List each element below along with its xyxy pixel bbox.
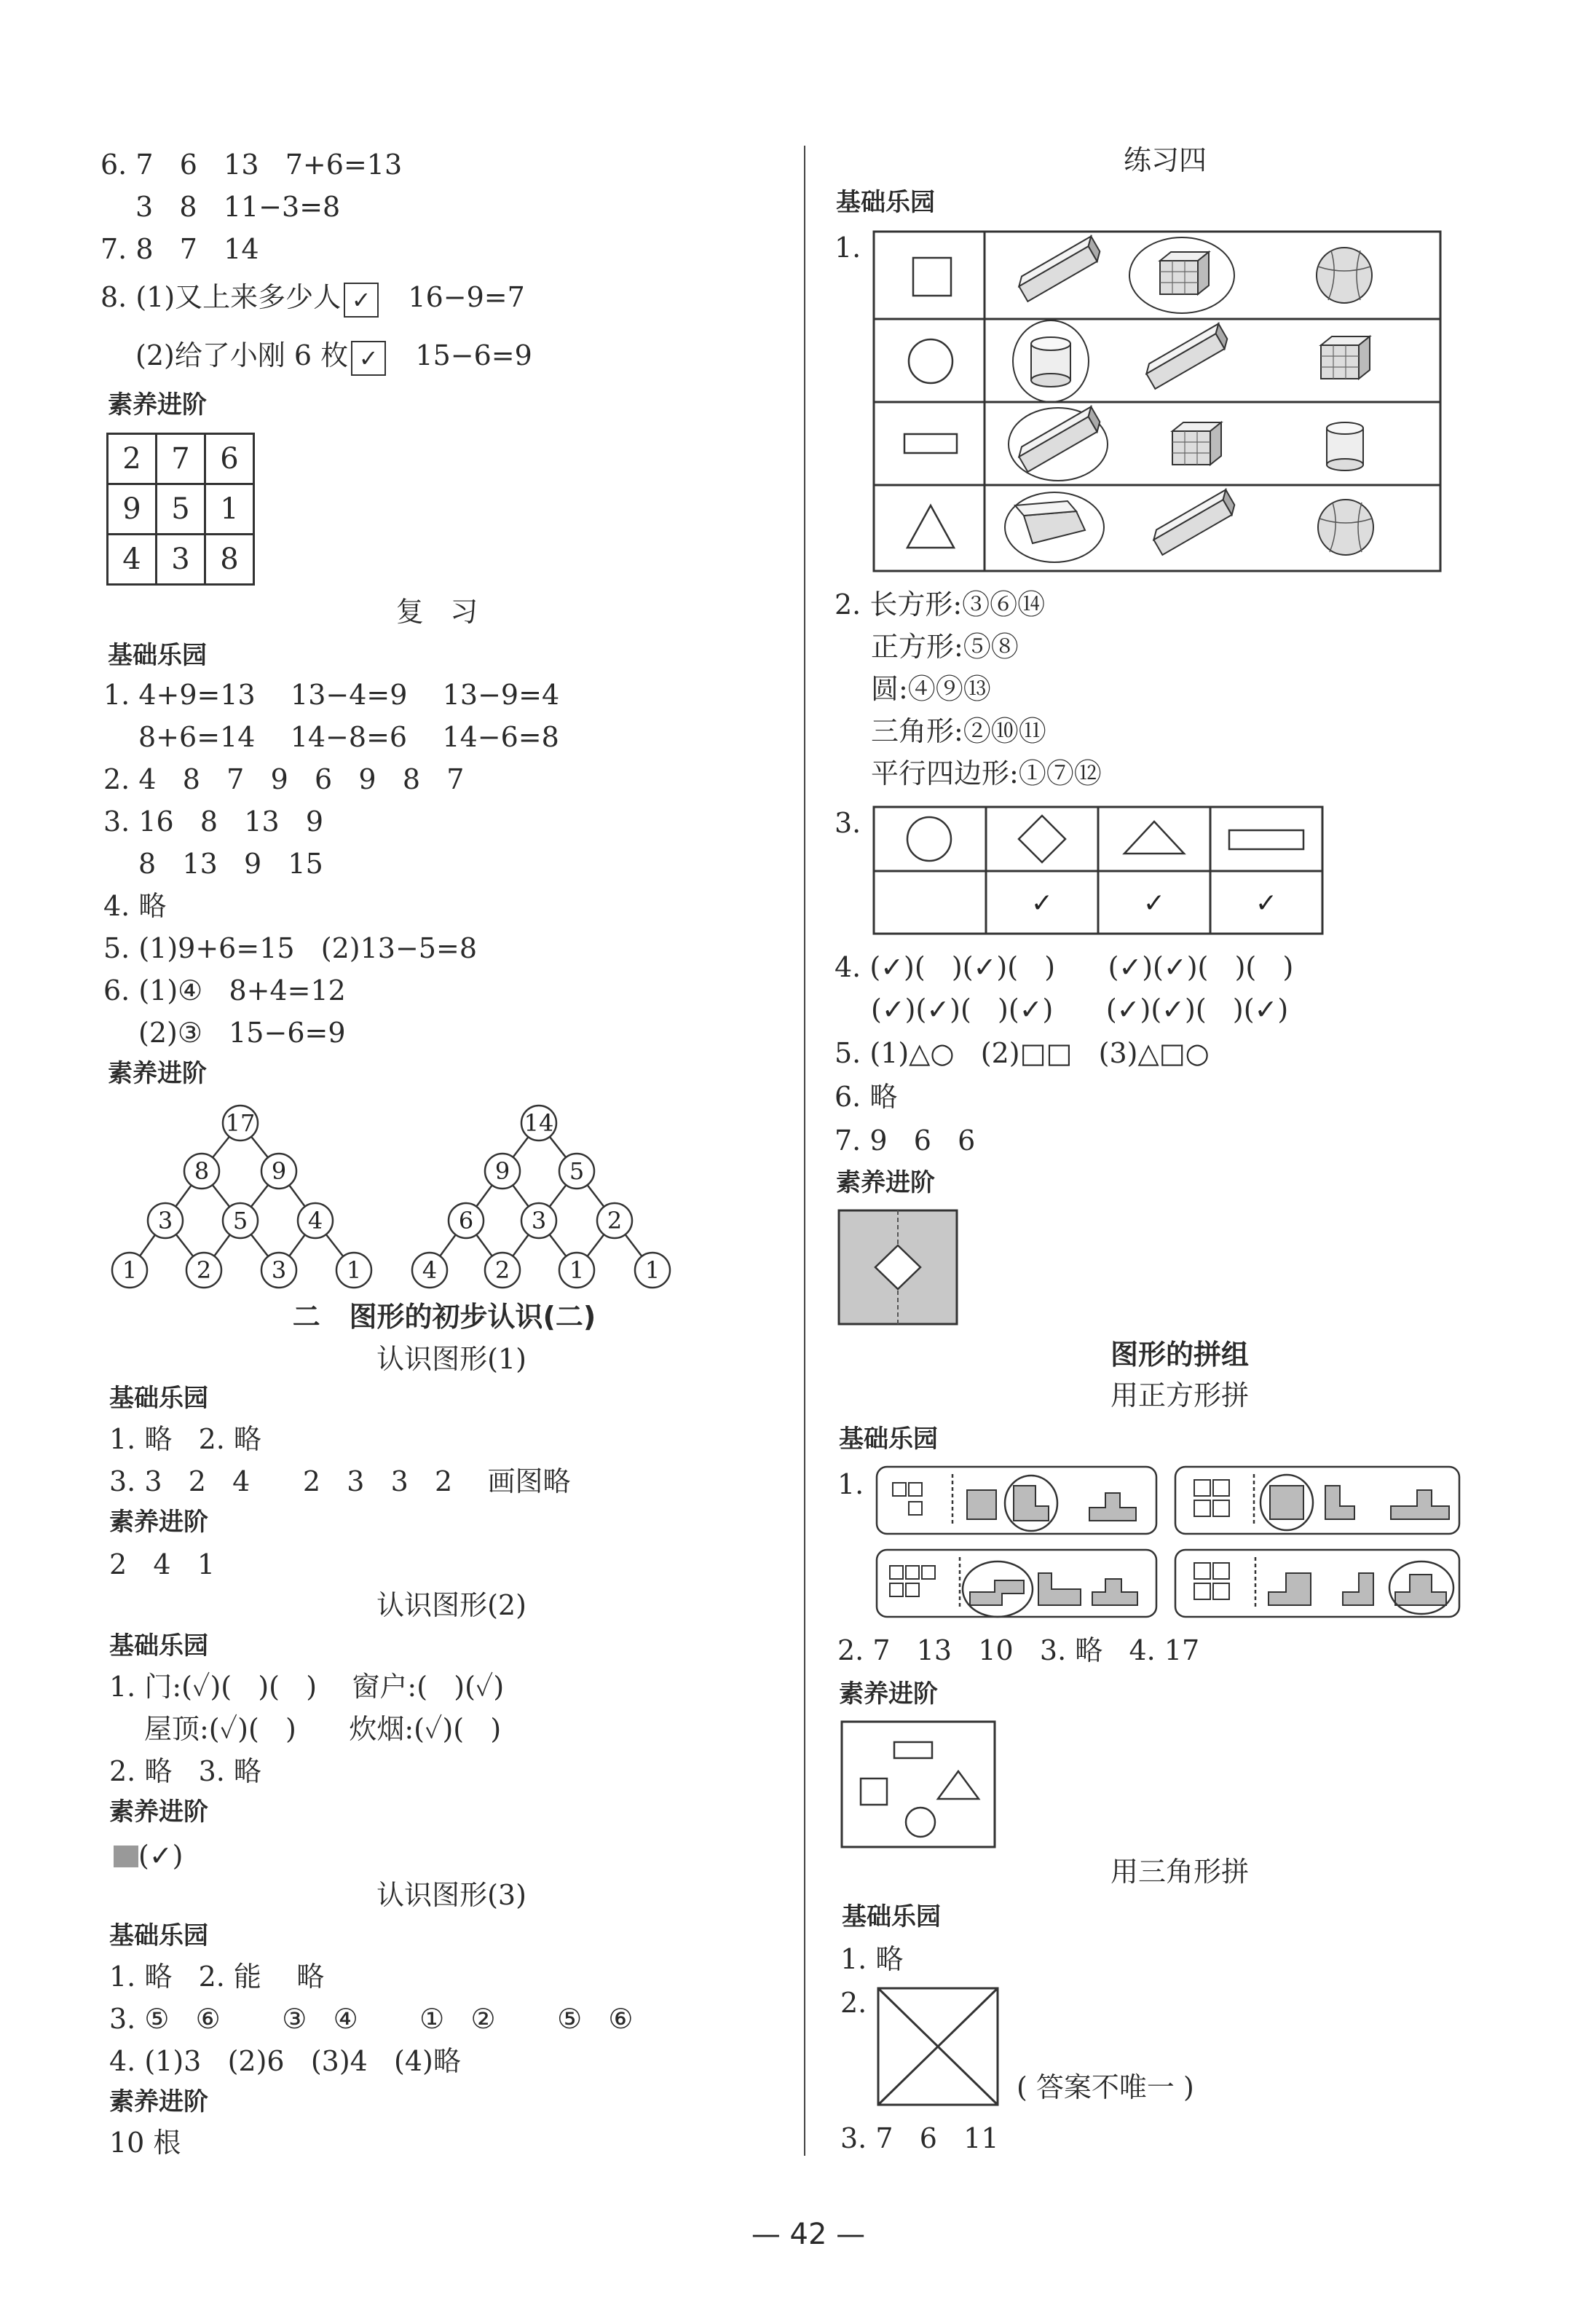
tri2-node: 2 — [607, 1207, 623, 1234]
ans-6: 6. 7 6 13 7+6=13 — [100, 149, 403, 181]
q2-square: 正方形:⑤⑧ — [871, 631, 1019, 663]
subsection-title: 认识图形(1) — [376, 1343, 526, 1375]
triangular-prism-icon — [1015, 501, 1085, 543]
q7: 7. 9 6 6 — [835, 1124, 976, 1157]
tri2-node: 9 — [494, 1157, 510, 1185]
t3: 3. 7 6 11 — [840, 2122, 999, 2154]
tri2-node: 5 — [569, 1157, 585, 1185]
cylinder-icon — [1327, 422, 1363, 470]
tri2-node: 4 — [422, 1256, 438, 1284]
tri1-node: 3 — [271, 1256, 287, 1284]
ans-6-cont: 3 8 11−3=8 — [135, 191, 341, 223]
number-triangles — [102, 1092, 757, 1296]
tri2-node: 1 — [644, 1256, 660, 1284]
s1-ans-3: 3. 3 2 4 2 3 3 2 画图略 — [109, 1465, 571, 1497]
tri2-node: 6 — [458, 1207, 474, 1234]
check-box: ✓ — [351, 341, 386, 376]
review-4: 4. 略 — [103, 890, 167, 922]
cube-icon — [1172, 422, 1221, 465]
s2-ans-1: 1. 门:(✓)( )( ) 窗户:( )(✓) — [109, 1671, 505, 1703]
review-6: 6. (1)④ 8+4=12 — [103, 974, 346, 1007]
review-6-cont: (2)③ 15−6=9 — [138, 1017, 346, 1049]
q2-circle: 圆:④⑨⑬ — [871, 673, 991, 705]
q2-triangle: 三角形:②⑩⑪ — [871, 715, 1046, 747]
q1-label: 1. — [835, 232, 861, 264]
ans-8-1: 8. (1)又上来多少人 ✓ 16−9=7 — [100, 281, 525, 318]
rectangle-icon — [904, 434, 957, 453]
s2-ans-advanced: (✓) — [138, 1840, 184, 1872]
q5: 5. (1)△○ (2)□□ (3)△□○ — [835, 1037, 1210, 1069]
review-5: 5. (1)9+6=15 (2)13−5=8 — [103, 932, 477, 964]
tri1-node: 5 — [232, 1207, 248, 1234]
section-heading: 基础乐园 — [836, 188, 935, 217]
page-number: — 42 — — [751, 2218, 866, 2251]
q4-row2: (✓)(✓)( )(✓) (✓)(✓)( )(✓) — [871, 993, 1289, 1025]
section-heading: 素养进阶 — [839, 1679, 938, 1709]
q6: 6. 略 — [835, 1081, 898, 1113]
tri1-node: 3 — [157, 1207, 173, 1234]
check-cell: ✓ — [1255, 889, 1278, 918]
section-heading: 基础乐园 — [109, 1631, 208, 1661]
section-heading: 基础乐园 — [109, 1384, 208, 1413]
s3-ans-3: 3. ⑤ ⑥ ③ ④ ① ② ⑤ ⑥ — [109, 2003, 634, 2035]
tri1-node: 9 — [271, 1157, 287, 1185]
cuboid-icon — [1143, 323, 1231, 388]
q2-rect: 2. 长方形:③⑥⑭ — [835, 588, 1046, 621]
subsection-title: 用正方形拼 — [1110, 1379, 1249, 1411]
circle-icon — [907, 817, 951, 861]
subsection-title: 认识图形(2) — [376, 1589, 526, 1621]
shape-check-table — [872, 805, 1325, 937]
ans-8-2: (2)给了小刚 6 枚 ✓ 15−6=9 — [135, 339, 532, 376]
column-divider — [804, 146, 805, 2156]
shapes-box-figure — [840, 1720, 998, 1850]
section-heading: 素养进阶 — [108, 390, 207, 419]
diamond-icon — [1019, 816, 1065, 862]
subsection-title: 认识图形(3) — [376, 1879, 526, 1911]
ball-icon — [1318, 500, 1373, 555]
s1-ans-advanced: 2 4 1 — [109, 1548, 216, 1580]
triangle-icon — [907, 505, 954, 548]
q4-row1: 4. (✓)( )(✓)( ) (✓)(✓)( )( ) — [835, 951, 1294, 983]
section-heading: 素养进阶 — [109, 2087, 208, 2116]
folded-paper-figure — [837, 1209, 961, 1327]
tri2-node: 3 — [531, 1207, 547, 1234]
circle-icon — [909, 339, 952, 383]
triangle-icon — [1124, 822, 1184, 854]
p2: 2. 7 13 10 3. 略 4. 17 — [837, 1634, 1200, 1666]
magic-square: 2 7 6 9 5 1 4 3 8 — [106, 433, 255, 586]
s2-ans-1-cont: 屋顶:(✓)( ) 炊烟:(✓)( ) — [144, 1713, 502, 1745]
section-heading: 素养进阶 — [109, 1508, 208, 1537]
tri1-node: 1 — [346, 1256, 362, 1284]
s1-ans-1: 1. 略 2. 略 — [109, 1423, 261, 1455]
section-heading: 素养进阶 — [108, 1059, 207, 1088]
s3-ans-advanced: 10 根 — [109, 2127, 181, 2159]
cuboid-icon — [1150, 489, 1238, 554]
review-3: 3. 16 8 13 9 — [103, 805, 324, 838]
square-icon — [913, 258, 951, 296]
rectangle-icon — [1229, 830, 1303, 849]
cube-icon — [1321, 336, 1370, 379]
gray-square-icon — [114, 1846, 138, 1867]
review-3-cont: 8 13 9 15 — [138, 848, 323, 880]
ans-7: 7. 8 7 14 — [100, 233, 259, 265]
section-heading: 基础乐园 — [109, 1921, 208, 1950]
tri1-node: 8 — [194, 1157, 210, 1185]
tri1-node: 1 — [122, 1256, 138, 1284]
s2-ans-2: 2. 略 3. 略 — [109, 1755, 261, 1787]
cuboid-icon — [1015, 406, 1103, 471]
t1: 1. 略 — [840, 1943, 904, 1975]
square-combination-panels — [874, 1464, 1464, 1621]
review-title: 复 习 — [395, 596, 478, 628]
combo-title: 图形的拼组 — [1110, 1339, 1249, 1371]
section-heading: 基础乐园 — [842, 1902, 941, 1931]
square-diagonals-figure — [877, 1987, 1001, 2108]
cylinder-icon — [1031, 337, 1070, 387]
check-cell: ✓ — [1030, 889, 1054, 918]
cube-icon — [1160, 252, 1209, 294]
t2-note: ( 答案不唯一 ) — [1017, 2071, 1194, 2103]
review-1-cont: 8+6=14 14−8=6 14−6=8 — [138, 721, 559, 753]
s3-ans-1: 1. 略 2. 能 略 — [109, 1961, 325, 1993]
tri2-node: 14 — [524, 1109, 554, 1137]
ball-icon — [1317, 248, 1372, 303]
section-heading: 基础乐园 — [108, 641, 207, 670]
section-heading: 素养进阶 — [109, 1797, 208, 1827]
shape-matching-table — [872, 230, 1442, 572]
q2-parallelogram: 平行四边形:①⑦⑫ — [871, 757, 1102, 789]
tri2-node: 2 — [494, 1256, 510, 1284]
subsection-title: 用三角形拼 — [1110, 1856, 1249, 1888]
unit-title: 二 图形的初步认识(二) — [292, 1301, 596, 1333]
tri1-node: 17 — [225, 1109, 256, 1137]
review-1: 1. 4+9=13 13−4=9 13−9=4 — [103, 679, 560, 711]
t2-label: 2. — [840, 1987, 867, 2019]
tri1-node: 4 — [307, 1207, 323, 1234]
cuboid-icon — [1015, 236, 1103, 301]
tri2-node: 1 — [569, 1256, 585, 1284]
section-heading: 基础乐园 — [839, 1425, 938, 1454]
section-heading: 素养进阶 — [836, 1168, 935, 1197]
p1-label: 1. — [837, 1468, 864, 1500]
tri1-node: 2 — [196, 1256, 212, 1284]
check-cell: ✓ — [1143, 889, 1166, 918]
review-2: 2. 4 8 7 9 6 9 8 7 — [103, 763, 465, 795]
s3-ans-4: 4. (1)3 (2)6 (3)4 (4)略 — [109, 2045, 461, 2077]
check-box: ✓ — [344, 283, 379, 318]
exercise-title: 练习四 — [1123, 144, 1207, 176]
q3-label: 3. — [835, 807, 861, 839]
